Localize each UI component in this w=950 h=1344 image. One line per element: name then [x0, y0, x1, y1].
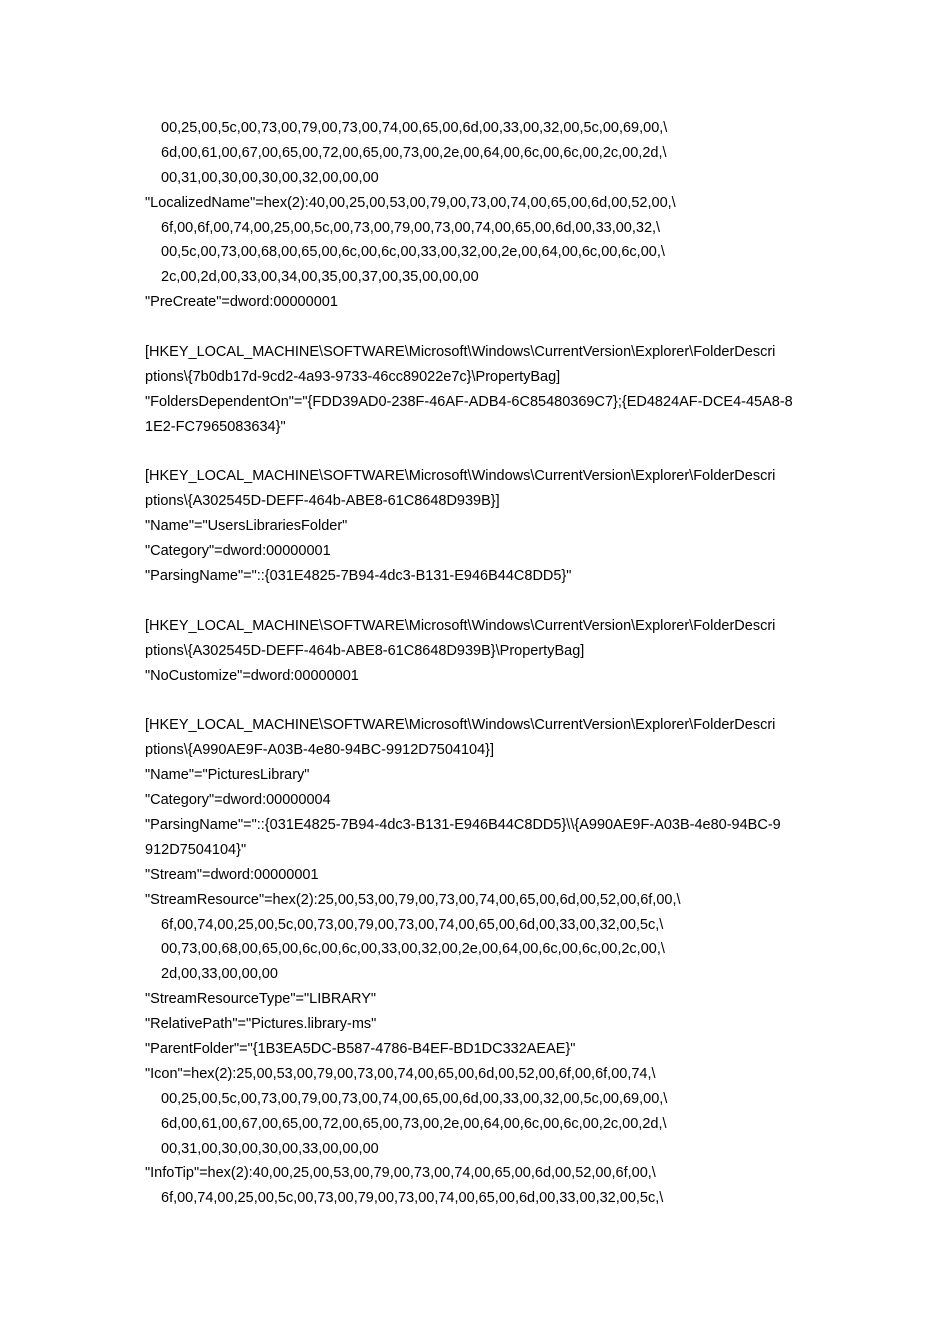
registry-text-block	[145, 116, 810, 1211]
text-line: 6d,00,61,00,67,00,65,00,72,00,65,00,73,00,2e,00,64,00,6c,00,6c,00,2c,00,2d,\	[161, 144, 667, 161]
text-line: ptions\{A302545D-DEFF-464b-ABE8-61C8648D939B}]	[145, 493, 500, 510]
text-line: "NoCustomize"=dword:00000001	[145, 667, 359, 684]
text-line: "StreamResource"=hex(2):25,00,53,00,79,00,73,00,74,00,65,00,6d,00,52,00,6f,00,\	[145, 891, 681, 908]
text-line: "StreamResourceType"="LIBRARY"	[145, 991, 377, 1008]
text-line: ptions\{A990AE9F-A03B-4e80-94BC-9912D7504104}]	[145, 742, 495, 759]
text-line: 00,25,00,5c,00,73,00,79,00,73,00,74,00,65,00,6d,00,33,00,32,00,5c,00,69,00,\	[161, 120, 668, 136]
text-line: 00,73,00,68,00,65,00,6c,00,6c,00,33,00,32,00,2e,00,64,00,6c,00,6c,00,2c,00,\	[161, 941, 665, 958]
text-line: 2c,00,2d,00,33,00,34,00,35,00,37,00,35,00,00,00	[161, 269, 479, 286]
text-line: ptions\{7b0db17d-9cd2-4a93-9733-46cc89022e7c}\PropertyBag]	[145, 368, 561, 385]
text-line: "RelativePath"="Pictures.library-ms"	[145, 1016, 377, 1033]
blank-line	[145, 440, 810, 465]
blank-line	[145, 688, 810, 713]
text-line: "ParsingName"="::{031E4825-7B94-4dc3-B131-E946B44C8DD5}"	[145, 568, 572, 585]
text-line: 00,5c,00,73,00,68,00,65,00,6c,00,6c,00,33,00,32,00,2e,00,64,00,6c,00,6c,00,\	[161, 244, 665, 261]
text-line: 00,31,00,30,00,30,00,32,00,00,00	[161, 169, 379, 186]
text-line: "Category"=dword:00000004	[145, 792, 331, 809]
text-line: 2d,00,33,00,00,00	[161, 966, 278, 983]
blank-line	[145, 589, 810, 614]
text-line: 6f,00,6f,00,74,00,25,00,5c,00,73,00,79,00,73,00,74,00,65,00,6d,00,33,00,32,\	[161, 219, 661, 236]
text-line: "LocalizedName"=hex(2):40,00,25,00,53,00,79,00,73,00,74,00,65,00,6d,00,52,00,\	[145, 194, 676, 211]
text-line: "PreCreate"=dword:00000001	[145, 294, 338, 311]
text-line: 6f,00,74,00,25,00,5c,00,73,00,79,00,73,00,74,00,65,00,6d,00,33,00,32,00,5c,\	[161, 1190, 664, 1207]
text-line: [HKEY_LOCAL_MACHINE\SOFTWARE\Microsoft\Windows\CurrentVersion\Explorer\FolderDescri	[145, 617, 776, 634]
text-line: 912D7504104}"	[145, 841, 247, 858]
text-line: "FoldersDependentOn"="{FDD39AD0-238F-46AF-ADB4-6C85480369C7};{ED4824AF-DCE4-45A8-8	[145, 393, 793, 410]
text-line: "Name"="UsersLibrariesFolder"	[145, 518, 348, 535]
text-line: "ParsingName"="::{031E4825-7B94-4dc3-B131-E946B44C8DD5}\\{A990AE9F-A03B-4e80-94BC-9	[145, 816, 781, 833]
text-line: "Icon"=hex(2):25,00,53,00,79,00,73,00,74,00,65,00,6d,00,52,00,6f,00,6f,00,74,\	[145, 1065, 656, 1082]
text-line: ptions\{A302545D-DEFF-464b-ABE8-61C8648D939B}\PropertyBag]	[145, 642, 585, 659]
blank-line	[145, 315, 810, 340]
text-line: "Category"=dword:00000001	[145, 543, 331, 560]
text-line: 6d,00,61,00,67,00,65,00,72,00,65,00,73,00,2e,00,64,00,6c,00,6c,00,2c,00,2d,\	[161, 1115, 667, 1132]
text-line: [HKEY_LOCAL_MACHINE\SOFTWARE\Microsoft\Windows\CurrentVersion\Explorer\FolderDescri	[145, 344, 776, 361]
text-line: "InfoTip"=hex(2):40,00,25,00,53,00,79,00,73,00,74,00,65,00,6d,00,52,00,6f,00,\	[145, 1165, 656, 1182]
text-line: [HKEY_LOCAL_MACHINE\SOFTWARE\Microsoft\Windows\CurrentVersion\Explorer\FolderDescri	[145, 717, 776, 734]
text-line: "ParentFolder"="{1B3EA5DC-B587-4786-B4EF-BD1DC332AEAE}"	[145, 1040, 576, 1057]
text-line: 00,25,00,5c,00,73,00,79,00,73,00,74,00,65,00,6d,00,33,00,32,00,5c,00,69,00,\	[161, 1090, 668, 1107]
text-line: 00,31,00,30,00,30,00,33,00,00,00	[161, 1140, 379, 1157]
text-line: "Stream"=dword:00000001	[145, 866, 319, 883]
text-line: 6f,00,74,00,25,00,5c,00,73,00,79,00,73,00,74,00,65,00,6d,00,33,00,32,00,5c,\	[161, 916, 664, 933]
text-line: [HKEY_LOCAL_MACHINE\SOFTWARE\Microsoft\Windows\CurrentVersion\Explorer\FolderDescri	[145, 468, 776, 485]
text-line: "Name"="PicturesLibrary"	[145, 767, 310, 784]
text-line: 1E2-FC7965083634}"	[145, 418, 286, 435]
